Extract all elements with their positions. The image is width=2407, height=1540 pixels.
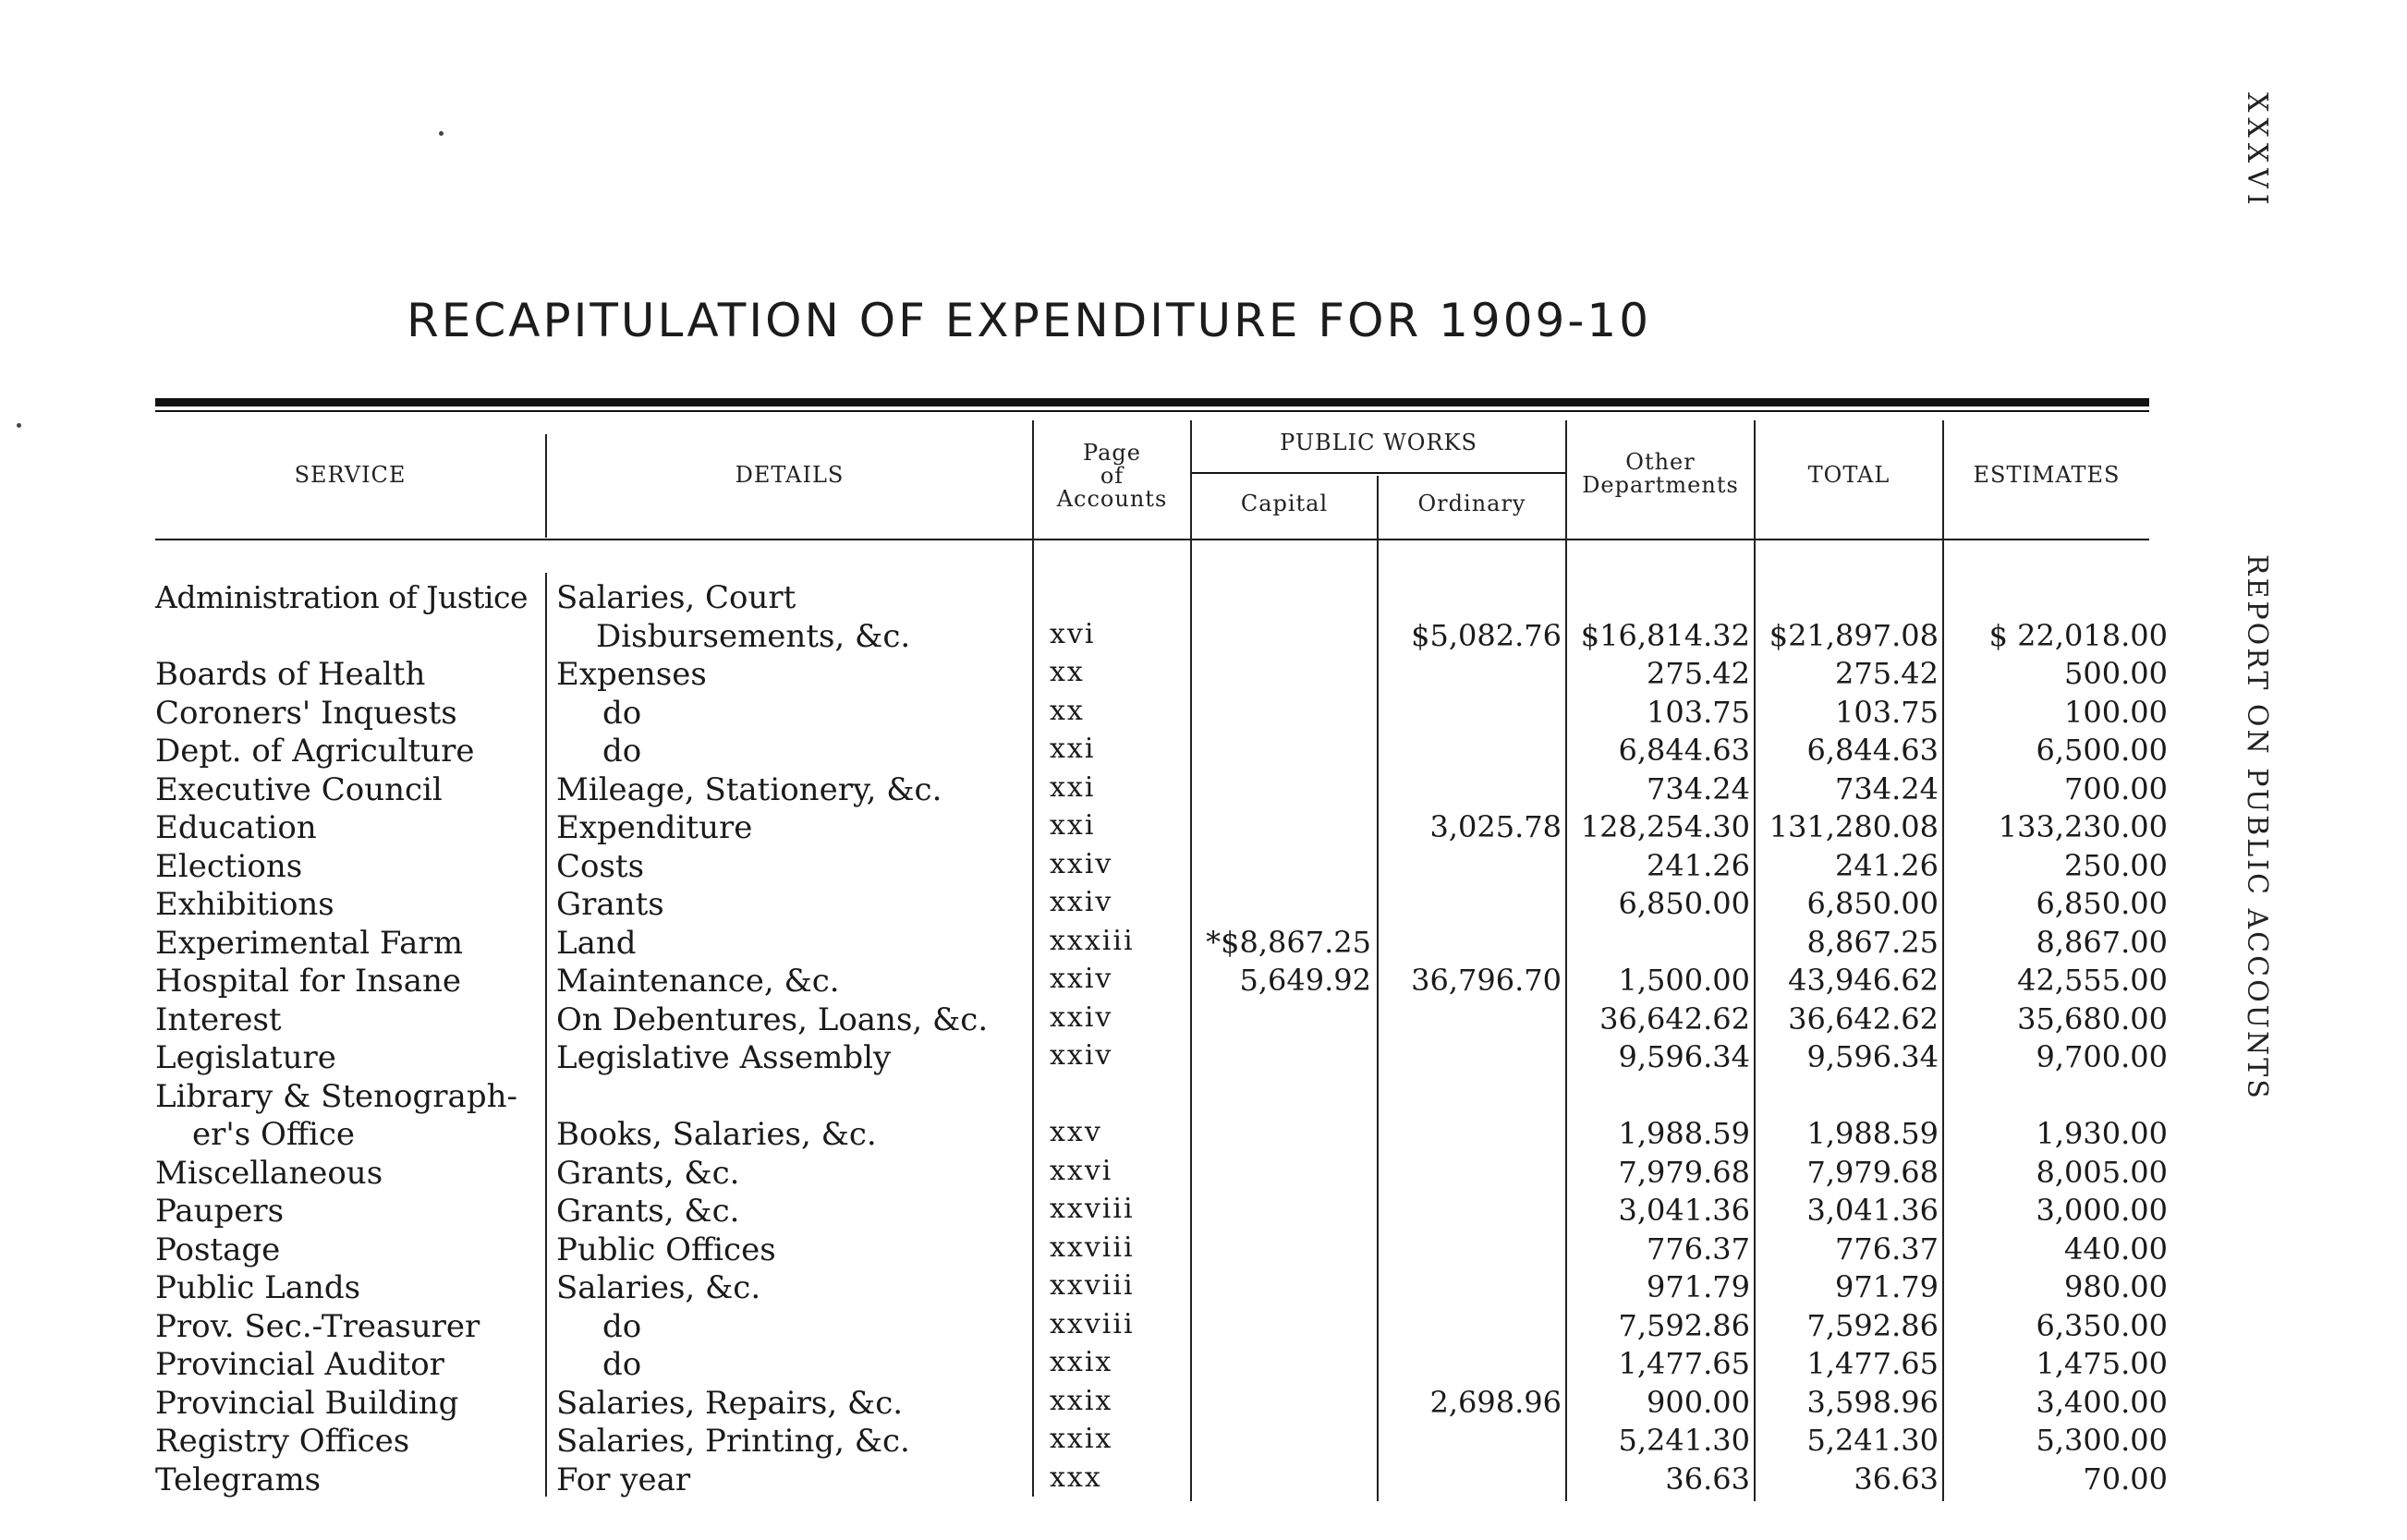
cell-other: 971.79 xyxy=(1647,1269,1750,1304)
header-page-line: of xyxy=(1100,463,1124,490)
cell-details: Salaries, &c. xyxy=(556,1269,761,1306)
cell-details: Grants, &c. xyxy=(556,1193,740,1230)
cell-page: xxix xyxy=(1050,1346,1113,1378)
header-ordinary: Ordinary xyxy=(1417,491,1526,516)
cell-page: xxix xyxy=(1050,1423,1113,1455)
cell-total: 36,642.62 xyxy=(1788,1000,1939,1037)
cell-service: Exhibitions xyxy=(155,886,334,923)
cell-estimates: 9,700.00 xyxy=(2036,1039,2168,1074)
cell-other: 7,979.68 xyxy=(1618,1154,1750,1190)
cell-total: 8,867.25 xyxy=(1806,924,1939,960)
cell-page: xxvi xyxy=(1050,1154,1113,1187)
cell-page: xxiv xyxy=(1050,886,1113,918)
cell-estimates: 1,475.00 xyxy=(2036,1346,2168,1381)
cell-other: 900.00 xyxy=(1647,1384,1750,1420)
cell-service: Postage xyxy=(155,1231,281,1268)
cell-other: 1,477.65 xyxy=(1618,1346,1750,1381)
cell-service: Library & Stenograph- xyxy=(155,1077,517,1115)
cell-service: Provincial Auditor xyxy=(155,1346,444,1383)
cell-details: Land xyxy=(556,924,637,962)
header-capital: Capital xyxy=(1240,491,1329,516)
header-other-line: Other xyxy=(1625,449,1696,475)
cell-service: Miscellaneous xyxy=(155,1154,383,1192)
cell-service: Coroners' Inquests xyxy=(155,694,457,732)
cell-page: xvi xyxy=(1050,617,1096,650)
cell-other: 6,844.63 xyxy=(1618,733,1750,768)
cell-estimates: 8,005.00 xyxy=(2036,1154,2168,1190)
cell-service: Experimental Farm xyxy=(155,924,463,962)
cell-page: xxix xyxy=(1050,1384,1113,1417)
cell-estimates: 35,680.00 xyxy=(2017,1000,2168,1037)
cell-details: On Debentures, Loans, &c. xyxy=(556,1000,989,1038)
cell-total: 734.24 xyxy=(1835,770,1939,806)
header-public-works: PUBLIC WORKS xyxy=(1280,430,1477,455)
header-page-line: Accounts xyxy=(1056,486,1168,513)
cell-details: Grants, &c. xyxy=(556,1154,740,1192)
cell-details: Disbursements, &c. xyxy=(596,617,911,655)
cell-other: 36.63 xyxy=(1665,1461,1750,1497)
cell-ordinary: $5,082.76 xyxy=(1411,617,1562,653)
cell-service: Prov. Sec.-Treasurer xyxy=(155,1307,480,1345)
cell-estimates: 133,230.00 xyxy=(1998,809,2168,844)
cell-capital: 5,649.92 xyxy=(1239,963,1371,998)
header-details: DETAILS xyxy=(735,462,845,488)
cell-total: 776.37 xyxy=(1835,1231,1939,1267)
cell-page: xxiv xyxy=(1050,1039,1113,1072)
cell-service: Paupers xyxy=(155,1193,285,1230)
cell-page: xx xyxy=(1050,694,1085,727)
cell-estimates: 6,850.00 xyxy=(2036,886,2168,921)
cell-service: Dept. of Agriculture xyxy=(155,733,475,770)
cell-page: xxviii xyxy=(1050,1307,1135,1340)
cell-total: 7,979.68 xyxy=(1806,1154,1939,1190)
cell-page: xxviii xyxy=(1050,1269,1135,1302)
column-divider xyxy=(1754,420,1756,1501)
column-divider xyxy=(1565,420,1567,1501)
cell-other: 7,592.86 xyxy=(1618,1307,1750,1343)
cell-total: 971.79 xyxy=(1835,1269,1939,1304)
cell-other: 1,988.59 xyxy=(1618,1116,1750,1151)
title-rule-thin xyxy=(155,410,2149,412)
cell-other: 36,642.62 xyxy=(1599,1000,1750,1037)
cell-service: Provincial Building xyxy=(155,1384,459,1422)
cell-estimates: 42,555.00 xyxy=(2017,963,2168,998)
cell-total: 103.75 xyxy=(1835,694,1939,730)
cell-total: 1,477.65 xyxy=(1806,1346,1939,1381)
cell-page: xxi xyxy=(1050,770,1096,804)
cell-details: Maintenance, &c. xyxy=(556,963,840,1000)
title-rule xyxy=(155,398,2149,406)
cell-page: xxiv xyxy=(1050,963,1113,995)
cell-details: do xyxy=(602,733,642,770)
cell-total: 43,946.62 xyxy=(1788,963,1939,998)
cell-details: Public Offices xyxy=(556,1231,776,1268)
cell-estimates: 980.00 xyxy=(2064,1269,2168,1304)
cell-total: 6,844.63 xyxy=(1806,733,1939,768)
cell-details: do xyxy=(602,694,642,732)
cell-details: Legislative Assembly xyxy=(556,1039,892,1076)
page-number: XXXVI xyxy=(2241,92,2273,211)
cell-details: Salaries, Court xyxy=(556,579,796,616)
cell-details: Expenses xyxy=(556,656,707,693)
cell-page: xxi xyxy=(1050,809,1096,842)
cell-details: Books, Salaries, &c. xyxy=(556,1116,877,1153)
cell-other: 103.75 xyxy=(1647,694,1750,730)
cell-ordinary: 36,796.70 xyxy=(1411,963,1562,998)
cell-total: 36.63 xyxy=(1854,1461,1939,1497)
cell-service: Public Lands xyxy=(155,1269,361,1306)
cell-estimates: 440.00 xyxy=(2064,1231,2168,1267)
cell-details: Mileage, Stationery, &c. xyxy=(556,770,942,808)
header-service: SERVICE xyxy=(294,462,407,488)
cell-page: xxiv xyxy=(1050,847,1113,880)
cell-other: 6,850.00 xyxy=(1618,886,1750,921)
cell-estimates: 500.00 xyxy=(2064,656,2168,691)
cell-other: 3,041.36 xyxy=(1618,1193,1750,1228)
cell-estimates: $ 22,018.00 xyxy=(1988,617,2168,653)
cell-service: Executive Council xyxy=(155,770,443,808)
cell-estimates: 100.00 xyxy=(2064,694,2168,730)
cell-service: Hospital for Insane xyxy=(155,963,462,1000)
header-rule xyxy=(155,539,2149,540)
header-total: TOTAL xyxy=(1807,462,1890,488)
cell-total: 5,241.30 xyxy=(1806,1423,1939,1458)
cell-details: Expenditure xyxy=(556,809,753,846)
cell-total: 6,850.00 xyxy=(1806,886,1939,921)
running-head: REPORT ON PUBLIC ACCOUNTS xyxy=(2241,554,2273,1101)
cell-page: xxv xyxy=(1050,1116,1102,1148)
cell-total: 1,988.59 xyxy=(1806,1116,1939,1151)
cell-service: er's Office xyxy=(192,1116,356,1153)
cell-page: xxiv xyxy=(1050,1000,1113,1034)
cell-other: 9,596.34 xyxy=(1618,1039,1750,1074)
cell-service: Education xyxy=(155,809,317,846)
cell-estimates: 1,930.00 xyxy=(2036,1116,2168,1151)
cell-total: 241.26 xyxy=(1835,847,1939,883)
cell-details: Salaries, Repairs, &c. xyxy=(556,1384,904,1422)
cell-ordinary: 3,025.78 xyxy=(1429,809,1562,844)
cell-service: Elections xyxy=(155,847,303,885)
column-divider xyxy=(1942,420,1944,1501)
column-divider xyxy=(1190,420,1192,1501)
column-divider xyxy=(1377,476,1379,1501)
print-speck xyxy=(439,131,444,136)
cell-other: 5,241.30 xyxy=(1618,1423,1750,1458)
cell-estimates: 6,350.00 xyxy=(2036,1307,2168,1343)
cell-service: Administration of Justice xyxy=(155,579,528,615)
cell-other: 776.37 xyxy=(1647,1231,1750,1267)
cell-page: xxi xyxy=(1050,733,1096,765)
cell-service: Boards of Health xyxy=(155,656,426,693)
cell-estimates: 3,400.00 xyxy=(2036,1384,2168,1420)
page-title: RECAPITULATION OF EXPENDITURE FOR 1909-10 xyxy=(407,294,1652,347)
cell-total: 3,041.36 xyxy=(1806,1193,1939,1228)
cell-estimates: 3,000.00 xyxy=(2036,1193,2168,1228)
cell-details: Grants xyxy=(556,886,664,923)
cell-total: 3,598.96 xyxy=(1806,1384,1939,1420)
cell-details: Salaries, Printing, &c. xyxy=(556,1423,910,1460)
cell-details: Costs xyxy=(556,847,645,885)
cell-total: 131,280.08 xyxy=(1769,809,1939,844)
cell-estimates: 70.00 xyxy=(2083,1461,2168,1497)
cell-estimates: 6,500.00 xyxy=(2036,733,2168,768)
cell-service: Interest xyxy=(155,1000,282,1038)
cell-estimates: 250.00 xyxy=(2064,847,2168,883)
cell-other: $16,814.32 xyxy=(1580,617,1750,653)
header-estimates: ESTIMATES xyxy=(1973,462,2121,488)
cell-capital: *$8,867.25 xyxy=(1206,924,1371,960)
cell-other: 241.26 xyxy=(1647,847,1750,883)
cell-total: $21,897.08 xyxy=(1769,617,1939,653)
cell-page: xxx xyxy=(1050,1461,1102,1494)
cell-estimates: 8,867.00 xyxy=(2036,924,2168,960)
cell-other: 1,500.00 xyxy=(1618,963,1750,998)
cell-other: 275.42 xyxy=(1647,656,1750,691)
cell-details: do xyxy=(602,1346,642,1383)
public-works-rule xyxy=(1192,472,1566,474)
header-page-of-accounts xyxy=(1034,442,1190,512)
cell-ordinary: 2,698.96 xyxy=(1429,1384,1562,1420)
header-other-line: Departments xyxy=(1582,472,1739,499)
cell-page: xxviii xyxy=(1050,1231,1135,1264)
cell-service: Registry Offices xyxy=(155,1423,410,1460)
cell-estimates: 5,300.00 xyxy=(2036,1423,2168,1458)
cell-other: 128,254.30 xyxy=(1580,809,1750,844)
cell-other: 734.24 xyxy=(1647,770,1750,806)
cell-total: 7,592.86 xyxy=(1806,1307,1939,1343)
cell-total: 9,596.34 xyxy=(1806,1039,1939,1074)
cell-page: xx xyxy=(1050,656,1085,688)
cell-service: Legislature xyxy=(155,1039,336,1076)
header-other-departments xyxy=(1567,451,1754,497)
cell-total: 275.42 xyxy=(1835,656,1939,691)
column-divider xyxy=(545,573,547,1497)
cell-service: Telegrams xyxy=(155,1461,322,1498)
header-page-line: Page xyxy=(1083,440,1141,466)
cell-page: xxviii xyxy=(1050,1193,1135,1225)
cell-estimates: 700.00 xyxy=(2064,770,2168,806)
cell-details: do xyxy=(602,1307,642,1345)
print-speck xyxy=(17,423,21,428)
cell-details: For year xyxy=(556,1461,691,1498)
cell-page: xxxiii xyxy=(1050,924,1135,957)
